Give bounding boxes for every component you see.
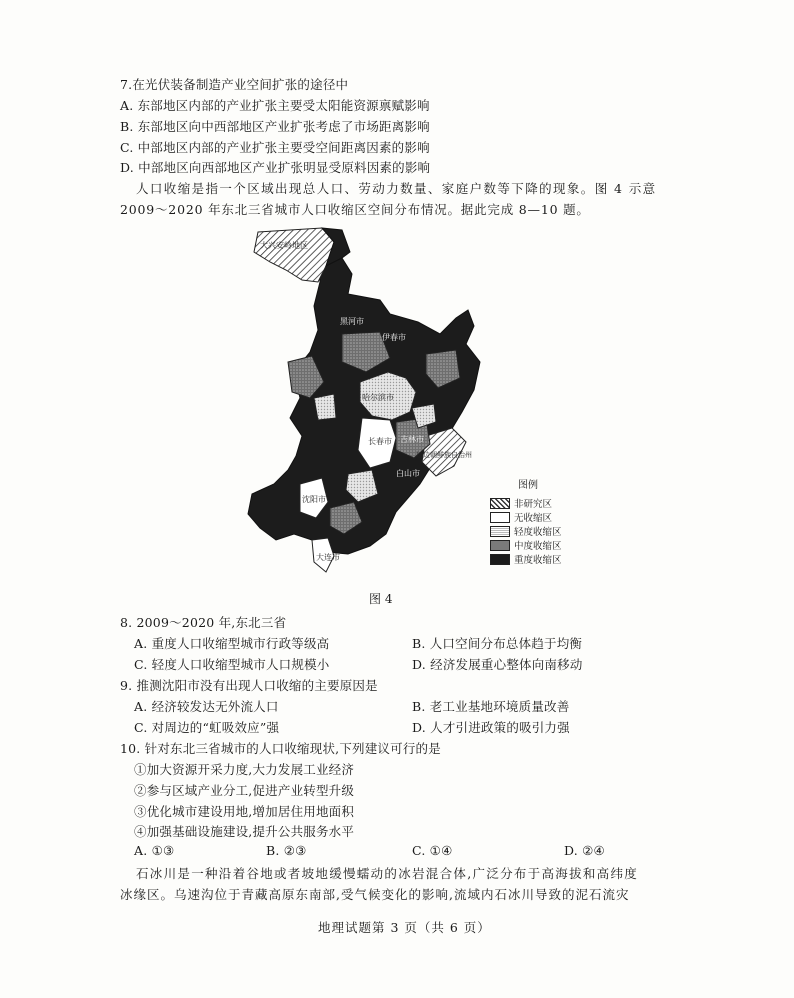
legend-item-heavy: 重度收缩区 — [490, 552, 582, 566]
q9-option-a: A. 经济较发达无外流人口 — [134, 699, 279, 714]
label-changchun: 长春市 — [368, 437, 392, 446]
label-harbin: 哈尔滨市 — [362, 393, 394, 402]
label-heihe: 黑河市 — [340, 317, 364, 326]
label-yichun: 伊春市 — [382, 333, 406, 342]
q7-option-d: D. 中部地区向西部地区产业扩张明显受原料因素的影响 — [120, 160, 431, 175]
intro-8-10-line1: 人口收缩是指一个区域出现总人口、劳动力数量、家庭户数等下降的现象。图 4 示意 — [136, 181, 657, 196]
legend-item-light: 轻度收缩区 — [490, 524, 582, 538]
legend-item-no-contraction: 无收缩区 — [490, 510, 582, 524]
q8-option-d: D. 经济发展重心整体向南移动 — [412, 657, 583, 672]
intro-8-10-line2: 2009～2020 年东北三省城市人口收缩区空间分布情况。据此完成 8—10 题。 — [120, 202, 590, 217]
map-legend — [490, 476, 582, 566]
intro-next-line2: 冰缘区。乌速沟位于青藏高原东南部,受气候变化的影响,流域内石冰川导致的泥石流灾 — [120, 887, 630, 902]
q7-option-c: C. 中部地区内部的产业扩张主要受空间距离因素的影响 — [120, 140, 430, 155]
q10-stem: 10. 针对东北三省城市的人口收缩现状,下列建议可行的是 — [120, 741, 441, 756]
q7-option-a: A. 东部地区内部的产业扩张主要受太阳能资源禀赋影响 — [120, 98, 430, 113]
region-daxinganling — [254, 228, 334, 282]
hatched-swatch-icon — [490, 498, 510, 509]
q10-option-b: B. ②③ — [266, 843, 307, 858]
q10-item-3: ③优化城市建设用地,增加居住用地面积 — [134, 804, 355, 819]
q9-option-b: B. 老工业基地环境质量改善 — [412, 699, 570, 714]
label-jilin: 吉林市 — [400, 435, 424, 444]
label-shenyang: 沈阳市 — [302, 495, 326, 504]
heavy-swatch-icon — [490, 554, 510, 565]
label-baishan: 白山市 — [396, 469, 420, 478]
medium-swatch-icon — [490, 540, 510, 551]
legend-item-non-study: 非研究区 — [490, 496, 582, 510]
q10-option-c: C. ①④ — [412, 843, 453, 858]
legend-title: 图例 — [518, 480, 538, 491]
region-light-west — [314, 394, 336, 420]
q8-option-b: B. 人口空间分布总体趋于均衡 — [412, 636, 583, 651]
q8-stem: 8. 2009～2020 年,东北三省 — [120, 615, 287, 630]
q7-stem: 7.在光伏装备制造产业空间扩张的途径中 — [120, 77, 349, 92]
q10-option-d: D. ②④ — [564, 843, 605, 858]
q7-option-b: B. 东部地区向中西部地区产业扩张考虑了市场距离影响 — [120, 119, 430, 134]
q9-option-c: C. 对周边的“虹吸效应”强 — [134, 720, 280, 735]
page-footer: 地理试题第 3 页（共 6 页） — [318, 920, 491, 935]
label-dalian: 大连市 — [316, 553, 340, 562]
figure-4-map — [230, 222, 590, 602]
q8-option-a: A. 重度人口收缩型城市行政等级高 — [134, 636, 330, 651]
q10-option-a: A. ①③ — [134, 843, 175, 858]
intro-next-line1: 石冰川是一种沿着谷地或者坡地缓慢蠕动的冰岩混合体,广泛分布于高海拔和高纬度 — [136, 866, 639, 881]
white-swatch-icon — [490, 512, 510, 523]
figure-caption: 图 4 — [369, 592, 393, 606]
q8-option-c: C. 轻度人口收缩型城市人口规模小 — [134, 657, 330, 672]
q10-item-1: ①加大资源开采力度,大力发展工业经济 — [134, 762, 355, 777]
q9-option-d: D. 人才引进政策的吸引力强 — [412, 720, 570, 735]
q9-stem: 9. 推测沈阳市没有出现人口收缩的主要原因是 — [120, 678, 378, 693]
light-swatch-icon — [490, 526, 510, 537]
q10-item-2: ②参与区域产业分工,促进产业转型升级 — [134, 783, 355, 798]
label-daxinganling: 大兴安岭地区 — [260, 241, 308, 250]
legend-item-medium: 中度收缩区 — [490, 538, 582, 552]
q10-item-4: ④加强基础设施建设,提升公共服务水平 — [134, 824, 355, 839]
label-yanbian: 延边朝鲜族自治州 — [416, 451, 472, 459]
